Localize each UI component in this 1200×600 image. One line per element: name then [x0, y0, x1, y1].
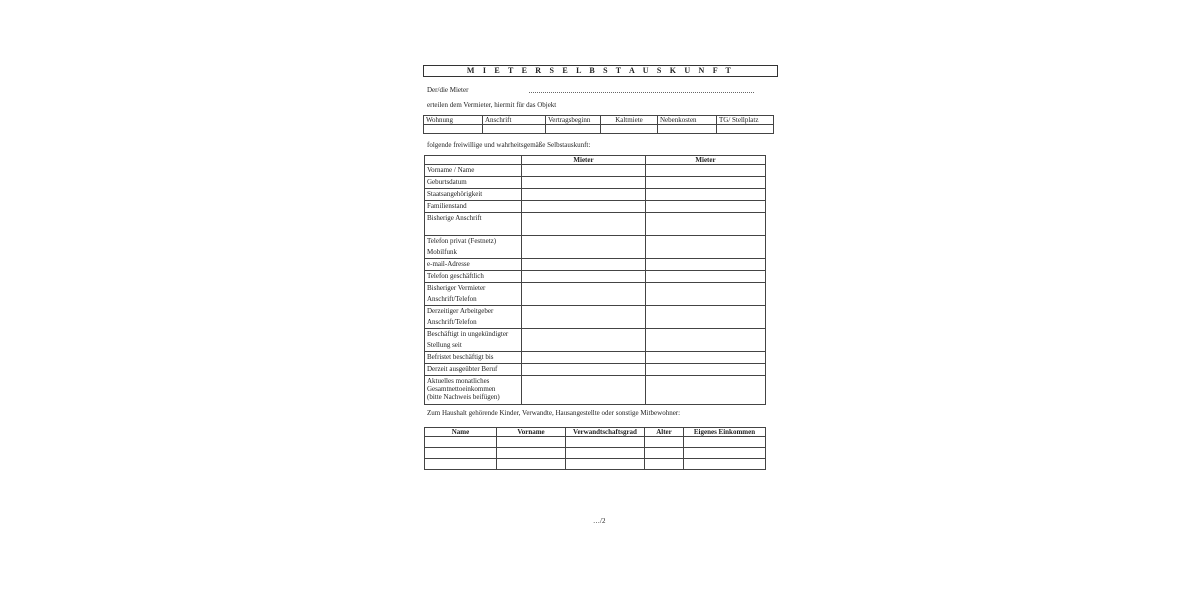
self-row-label-line: Bisheriger Vermieter	[427, 284, 486, 292]
self-row-input[interactable]	[522, 259, 646, 271]
haushalt-cell[interactable]	[425, 437, 497, 448]
self-row-input[interactable]	[522, 329, 646, 352]
self-row-input[interactable]	[522, 364, 646, 376]
self-row-label-line: Aktuelles monatliches	[427, 377, 490, 385]
self-row-input[interactable]	[646, 306, 766, 329]
self-row-label	[425, 236, 522, 259]
self-row-label-line: Befristet beschäftigt bis	[427, 353, 494, 361]
haushalt-header: Vorname	[497, 428, 566, 437]
self-row	[425, 364, 766, 376]
self-row-label	[425, 189, 522, 201]
self-row	[425, 236, 766, 259]
object-cell[interactable]	[483, 125, 546, 134]
self-row-input[interactable]	[522, 201, 646, 213]
haushalt-cell[interactable]	[684, 459, 766, 470]
self-row-input[interactable]	[522, 165, 646, 177]
object-cell[interactable]	[601, 125, 658, 134]
haushalt-table	[424, 427, 766, 470]
haushalt-cell[interactable]	[497, 459, 566, 470]
object-cell[interactable]	[658, 125, 717, 134]
haushalt-header: Eigenes Einkommen	[684, 428, 766, 437]
self-row-label-line: Telefon privat (Festnetz)	[427, 237, 497, 245]
self-row-label	[425, 259, 522, 271]
haushalt-row	[425, 437, 766, 448]
haushalt-cell[interactable]	[645, 448, 684, 459]
self-row-input[interactable]	[522, 283, 646, 306]
self-row-input[interactable]	[646, 165, 766, 177]
self-row-input[interactable]	[522, 177, 646, 189]
self-row-label-line: Anschrift/Telefon	[427, 295, 477, 303]
haushalt-cell[interactable]	[497, 448, 566, 459]
self-row-input[interactable]	[522, 376, 646, 405]
haushalt-cell[interactable]	[566, 448, 645, 459]
self-row-input[interactable]	[522, 213, 646, 236]
self-row	[425, 213, 766, 236]
page-indicator: …/2	[593, 517, 606, 525]
self-row-input[interactable]	[522, 271, 646, 283]
object-table	[423, 115, 774, 134]
self-row-input[interactable]	[646, 364, 766, 376]
self-row	[425, 189, 766, 201]
haushalt-row	[425, 448, 766, 459]
self-row-label	[425, 177, 522, 189]
self-row-input[interactable]	[646, 213, 766, 236]
object-cell[interactable]	[717, 125, 774, 134]
self-row-label-line: e-mail-Adresse	[427, 260, 470, 268]
mieter-fill-line[interactable]	[529, 92, 754, 93]
self-row-label	[425, 271, 522, 283]
self-row	[425, 259, 766, 271]
self-row	[425, 165, 766, 177]
self-row-label-line: Vorname / Name	[427, 166, 475, 174]
self-row-label-line: Telefon geschäftlich	[427, 272, 484, 280]
self-row	[425, 177, 766, 189]
object-header: Vertragsbeginn	[546, 116, 601, 125]
haushalt-cell[interactable]	[684, 448, 766, 459]
self-row-label	[425, 352, 522, 364]
haushalt-cell[interactable]	[566, 459, 645, 470]
object-header: Kaltmiete	[601, 116, 658, 125]
self-header: Mieter	[522, 156, 646, 165]
haushalt-cell[interactable]	[425, 459, 497, 470]
self-row-input[interactable]	[646, 236, 766, 259]
self-row-label-line: Derzeitiger Arbeitgeber	[427, 307, 494, 315]
self-row-label-line: (bitte Nachweis beifügen)	[427, 393, 500, 401]
self-row-label-line: Mobilfunk	[427, 248, 457, 256]
self-row-input[interactable]	[646, 177, 766, 189]
self-row	[425, 376, 766, 405]
self-row-input[interactable]	[522, 236, 646, 259]
object-cell[interactable]	[424, 125, 483, 134]
self-row	[425, 283, 766, 306]
self-row-label	[425, 364, 522, 376]
self-header	[425, 156, 522, 165]
self-row-label	[425, 376, 522, 405]
mieter-label: Der/die Mieter	[427, 86, 469, 94]
haushalt-row	[425, 459, 766, 470]
self-row-label-line: Derzeit ausgeübter Beruf	[427, 365, 498, 373]
haushalt-cell[interactable]	[566, 437, 645, 448]
object-header: Nebenkosten	[658, 116, 717, 125]
self-row-input[interactable]	[646, 259, 766, 271]
haushalt-cell[interactable]	[497, 437, 566, 448]
selbstauskunft-text: folgende freiwillige und wahrheitsgemäße Selbstauskunft:	[427, 141, 591, 149]
self-row-label-line: Familienstand	[427, 202, 467, 210]
self-row-label-line: Bisherige Anschrift	[427, 214, 482, 222]
haushalt-header: Verwandtschaftsgrad	[566, 428, 645, 437]
object-cell[interactable]	[546, 125, 601, 134]
self-row-input[interactable]	[522, 189, 646, 201]
self-row-label-line: Staatsangehörigkeit	[427, 190, 483, 198]
self-row	[425, 201, 766, 213]
vermieter-text: erteilen dem Vermieter, hiermit für das Objekt	[427, 101, 557, 109]
self-row-label-line: Beschäftigt in ungekündigter	[427, 330, 509, 338]
object-header: Wohnung	[424, 116, 483, 125]
document-title: M I E T E R S E L B S T A U S K U N F T	[423, 65, 778, 77]
self-row-label	[425, 329, 522, 352]
haushalt-header: Name	[425, 428, 497, 437]
self-row-input[interactable]	[646, 376, 766, 405]
self-row	[425, 271, 766, 283]
self-row-label	[425, 213, 522, 236]
self-row-input[interactable]	[646, 329, 766, 352]
haushalt-cell[interactable]	[425, 448, 497, 459]
self-row-input[interactable]	[646, 271, 766, 283]
self-row-input[interactable]	[646, 189, 766, 201]
selbstauskunft-table	[424, 155, 766, 405]
self-row-input[interactable]	[646, 352, 766, 364]
self-header: Mieter	[646, 156, 766, 165]
self-row-label-line: Gesamtnettoeinkommen	[427, 385, 496, 393]
haushalt-text: Zum Haushalt gehörende Kinder, Verwandte, Hausangestellte oder sonstige Mitbewohner:	[427, 409, 681, 417]
self-row	[425, 329, 766, 352]
self-row-input[interactable]	[522, 352, 646, 364]
self-row-label-line: Geburtsdatum	[427, 178, 467, 186]
self-row	[425, 306, 766, 329]
self-row-label	[425, 306, 522, 329]
object-header: Anschrift	[483, 116, 546, 125]
self-row-label-line: Stellung seit	[427, 341, 462, 349]
object-header: TG/ Stellplatz	[717, 116, 774, 125]
self-row-label	[425, 201, 522, 213]
haushalt-header: Alter	[645, 428, 684, 437]
self-row-input[interactable]	[646, 201, 766, 213]
self-row-label-line: Anschrift/Telefon	[427, 318, 477, 326]
self-row	[425, 352, 766, 364]
haushalt-cell[interactable]	[684, 437, 766, 448]
haushalt-cell[interactable]	[645, 437, 684, 448]
self-row-label	[425, 283, 522, 306]
self-row-input[interactable]	[646, 283, 766, 306]
haushalt-cell[interactable]	[645, 459, 684, 470]
self-row-label	[425, 165, 522, 177]
self-row-input[interactable]	[522, 306, 646, 329]
